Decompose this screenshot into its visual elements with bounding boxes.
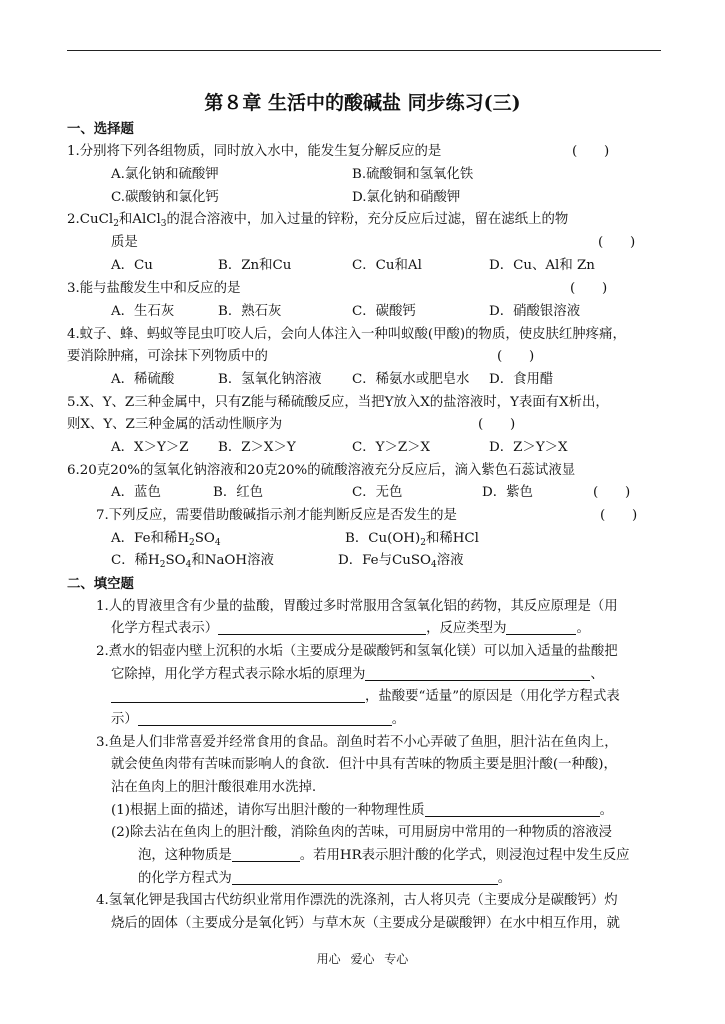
q4-option-a: A．稀硫酸 bbox=[111, 372, 175, 387]
q5-answer-paren: ( ) bbox=[478, 417, 516, 432]
q7-option-c: C．稀$H_2SO_4$和NaOH溶液 bbox=[111, 553, 274, 570]
f3-line1: 3.鱼是人们非常喜爱并经常食用的食品。剖鱼时若不小心弄破了鱼胆，胆汁沾在鱼肉上， bbox=[96, 735, 618, 750]
q5-option-a: A．X＞Y＞Z bbox=[111, 440, 189, 455]
q3-option-a: A．生石灰 bbox=[111, 304, 175, 319]
q1-stem: 1.分别将下列各组物质，同时放入水中，能发生复分解反应的是 bbox=[67, 144, 442, 159]
f1-line2: 化学方程式表示） ，反应类型为 。 bbox=[111, 621, 590, 636]
q2-stem: 2.CuCl$_2$和AlCl$_3$的混合溶液中，加入过量的锌粉，充分反应后过滤，留在滤纸上的物 bbox=[67, 212, 569, 229]
q4-stem-line1: 4.蚊子、蜂、蚂蚁等昆虫叮咬人后，会向人体注入一种叫蚁酸(甲酸)的物质，使皮肤红肿疼痛， bbox=[67, 327, 626, 342]
page-title: 第８章 生活中的酸碱盐 同步练习(三) bbox=[204, 92, 521, 114]
q4-stem-line2: 要消除肿痛，可涂抹下列物质中的 bbox=[67, 349, 268, 364]
f3-sub2-line1: (2)除去沾在鱼肉上的胆汁酸，消除鱼肉的苦味，可用厨房中常用的一种物质的溶液浸 bbox=[111, 825, 613, 840]
f2-line3: ，盐酸要“适量”的原因是（用化学方程式表 bbox=[111, 688, 620, 706]
q6-option-d: D．紫色 bbox=[482, 485, 533, 500]
f2-equation2-blank[interactable] bbox=[111, 688, 365, 703]
f3-equation-blank[interactable] bbox=[232, 870, 498, 885]
q1-answer-paren: ( ) bbox=[572, 144, 610, 159]
q5-stem-line2: 则X、Y、Z三种金属的活动性顺序为 bbox=[67, 417, 283, 432]
q1-option-a: A.氯化钠和硫酸钾 bbox=[111, 167, 219, 182]
f2-equation1-blank[interactable] bbox=[365, 666, 590, 681]
f4-line2: 烧后的固体（主要成分是氧化钙）与草木灰（主要成分是碳酸钾）在水中相互作用，就 bbox=[111, 916, 620, 931]
q1-option-c: C.碳酸钠和氯化钙 bbox=[111, 190, 219, 205]
q5-option-c: C．Y＞Z＞X bbox=[352, 440, 431, 455]
q2-stem-cont: 质是 bbox=[111, 235, 138, 250]
q7-answer-paren: ( ) bbox=[600, 508, 638, 523]
q4-answer-paren: ( ) bbox=[497, 349, 535, 364]
q6-option-b: B．红色 bbox=[213, 485, 264, 500]
f3-sub2-line2: 泡，这种物质是 。若用HR表示胆汁酸的化学式，则浸泡过程中发生反应 bbox=[138, 848, 630, 863]
q6-option-c: C．无色 bbox=[352, 485, 403, 500]
q6-stem: 6.20克20%的氢氧化钠溶液和20克20%的硫酸溶液充分反应后，滴入紫色石蕊试液显 bbox=[67, 463, 576, 478]
f3-line2: 就会使鱼肉带有苦味而影响人的食欲．但汁中具有苦味的物质主要是胆汁酸(一种酸)， bbox=[111, 757, 617, 772]
q3-option-d: D．硝酸银溶液 bbox=[489, 304, 581, 319]
q6-answer-paren: ( ) bbox=[593, 485, 631, 500]
f1-equation-blank[interactable] bbox=[218, 620, 426, 635]
q3-option-c: C．碳酸钙 bbox=[352, 304, 416, 319]
f3-property-blank[interactable] bbox=[425, 802, 600, 817]
f4-line1: 4.氢氧化钾是我国古代纺织业常用作漂洗的洗涤剂，古人将贝壳（主要成分是碳酸钙）灼 bbox=[96, 893, 618, 908]
q2-option-c: C．Cu和Al bbox=[352, 258, 422, 273]
q5-option-b: B．Z＞X＞Y bbox=[218, 440, 296, 455]
q4-option-b: B．氢氧化钠溶液 bbox=[218, 372, 322, 387]
q3-stem: 3.能与盐酸发生中和反应的是 bbox=[67, 281, 241, 296]
f3-line3: 沾在鱼肉上的胆汁酸很难用水洗掉. bbox=[111, 780, 317, 795]
f2-line1: 2.煮水的铝壶内壁上沉积的水垢（主要成分是碳酸钙和氢氧化镁）可以加入适量的盐酸把 bbox=[96, 644, 618, 659]
f3-substance-blank[interactable] bbox=[232, 847, 300, 862]
page-footer: 用心 爱心 专心 bbox=[316, 952, 409, 966]
q6-option-a: A．蓝色 bbox=[111, 485, 161, 500]
f2-equation3-blank[interactable] bbox=[138, 711, 392, 726]
f3-sub2-line3: 的化学方程式为 。 bbox=[138, 871, 512, 886]
q7-option-d: D．Fe与CuSO$_4$溶液 bbox=[338, 553, 464, 570]
f3-sub1: (1)根据上面的描述，请你写出胆汁酸的一种物理性质 。 bbox=[111, 803, 613, 818]
f2-line4: 示） 。 bbox=[111, 712, 406, 727]
q3-option-b: B．熟石灰 bbox=[218, 304, 282, 319]
q2-option-b: B．Zn和Cu bbox=[218, 258, 292, 273]
q5-option-d: D．Z＞Y＞X bbox=[489, 440, 568, 455]
q7-option-a: A．Fe和稀$H_2SO_4$ bbox=[111, 531, 221, 548]
q1-option-d: D.氯化钠和硝酸钾 bbox=[352, 190, 461, 205]
f1-line1: 1.人的胃液里含有少量的盐酸，胃酸过多时常服用含氢氧化铝的药物，其反应原理是（用 bbox=[96, 599, 618, 614]
q7-option-b: B．$Cu(OH)_2$和稀HCl bbox=[345, 531, 479, 548]
header-rule bbox=[67, 50, 661, 51]
q1-option-b: B.硫酸铜和氢氧化铁 bbox=[352, 167, 474, 182]
q4-option-d: D．食用醋 bbox=[489, 372, 554, 387]
section-heading-choice: 一、选择题 bbox=[67, 121, 134, 137]
q3-answer-paren: ( ) bbox=[570, 281, 608, 296]
section-heading-fill: 二、填空题 bbox=[67, 576, 134, 592]
f2-line2: 它除掉，用化学方程式表示除水垢的原理为 、 bbox=[111, 667, 604, 682]
f1-reaction-type-blank[interactable] bbox=[506, 620, 576, 635]
q2-option-d: D．Cu、Al和 Zn bbox=[489, 258, 595, 273]
q5-stem-line1: 5.X、Y、Z三种金属中，只有Z能与稀硫酸反应，当把Y放入X的盐溶液时，Y表面有X析出， bbox=[67, 395, 609, 410]
q2-option-a: A．Cu bbox=[111, 258, 153, 273]
q4-option-c: C．稀氨水或肥皂水 bbox=[352, 372, 470, 387]
q2-answer-paren: ( ) bbox=[598, 235, 636, 250]
q7-stem: 7.下列反应，需要借助酸碱指示剂才能判断反应是否发生的是 bbox=[96, 508, 457, 523]
